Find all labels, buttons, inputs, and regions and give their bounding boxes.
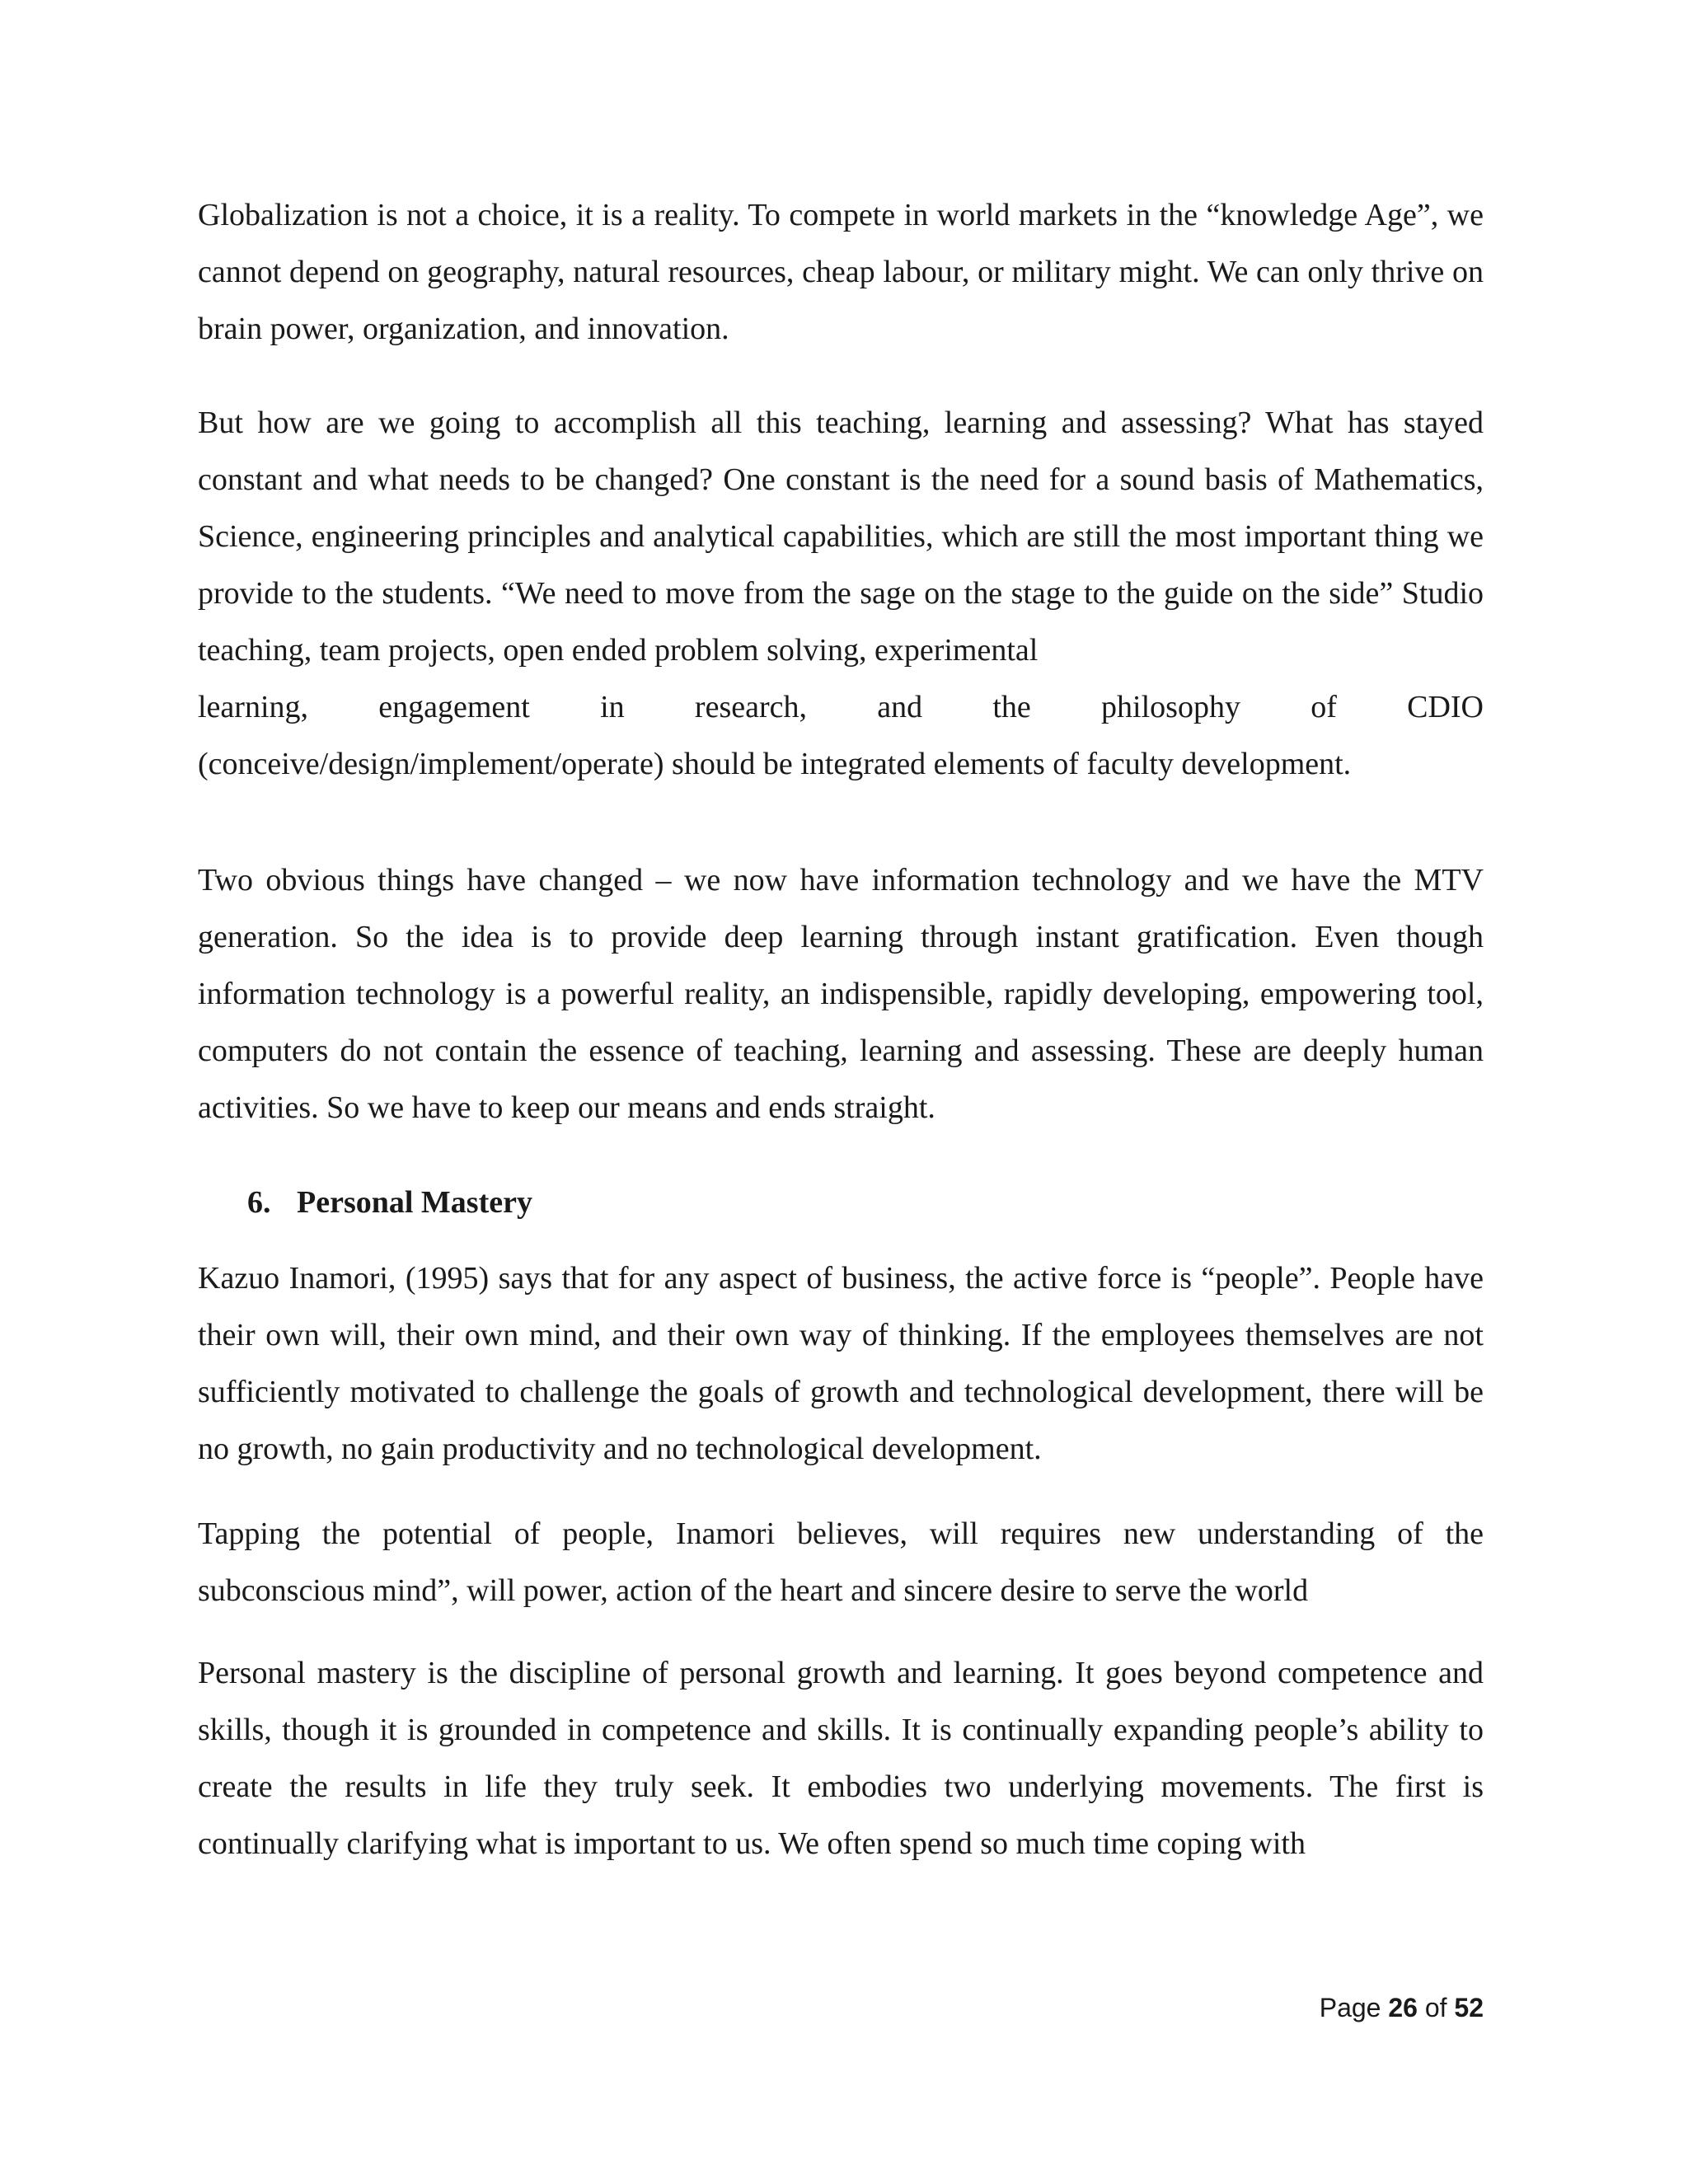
of-label: of (1424, 1993, 1447, 2022)
paragraph-tapping-potential: Tapping the potential of people, Inamori believes, will requires new understanding of the subconscious mind”, will power, action of the heart and sincere desire to serve the world (198, 1516, 1484, 1608)
word: engagement (378, 690, 530, 724)
paragraph-teaching-learning (198, 395, 1484, 793)
word: the (992, 690, 1031, 724)
paragraph-globalization: Globalization is not a choice, it is a reality. To compete in world markets in the “knowledge Age”, we cannot depend on geography, natural resources, cheap labour, or military might. We can only thrive on brain power, organization, and innovation. (198, 198, 1484, 346)
paragraph-information-technology: Two obvious things have changed – we now have information technology and we have the MTV generation. So the idea is to provide deep learning through instant gratification. Even though information technology is a powerful reality, an indispensible, rapidly developing, empowering tool, computers do not contain the essence of teaching, learning and assessing. These are deeply human activities. So we have to keep our means and ends straight. (198, 863, 1484, 1125)
word: learning, (198, 690, 309, 724)
total-pages: 52 (1454, 1993, 1484, 2022)
word: of (1311, 690, 1337, 724)
paragraph-teaching-learning-end: (conceive/design/implement/operate) should be integrated elements of faculty development. (198, 747, 1352, 781)
page-number: 26 (1388, 1993, 1418, 2022)
word: in (600, 690, 625, 724)
word: philosophy (1101, 690, 1240, 724)
page-footer (1320, 1993, 1484, 2023)
section-title: Personal Mastery (297, 1185, 532, 1220)
paragraph-teaching-learning-text: But how are we going to accomplish all this teaching, learning and assessing? What has stayed constant and what needs to be changed? One constant is the need for a sound basis of Mathematics, Science, engineering principles and analytical capabilities, which are still the most important thing we provide to the students. “We need to move from the sage on the stage to the guide on the side” Studio teaching, team projects, open ended problem solving, experimental (198, 405, 1484, 668)
paragraph-personal-mastery: Personal mastery is the discipline of personal growth and learning. It goes beyond competence and skills, though it is grounded in competence and skills. It is continually expanding people’s ability to create the results in life they truly seek. It embodies two underlying movements. The first is continually clarifying what is important to us. We often spend so much time coping with (198, 1656, 1484, 1861)
word: research, (694, 690, 807, 724)
paragraph-inamori: Kazuo Inamori, (1995) says that for any aspect of business, the active force is “people”. People have their own will, their own mind, and their own way of thinking. If the employees themselves are not sufficiently motivated to challenge the goals of growth and technological development, there will be no growth, no gain productivity and no technological development. (198, 1261, 1484, 1466)
section-number: 6. (247, 1185, 271, 1220)
word: and (877, 690, 923, 724)
word: CDIO (1407, 690, 1484, 724)
justified-line (198, 679, 1484, 736)
page-label: Page (1319, 1993, 1381, 2022)
section-heading (247, 1174, 532, 1231)
